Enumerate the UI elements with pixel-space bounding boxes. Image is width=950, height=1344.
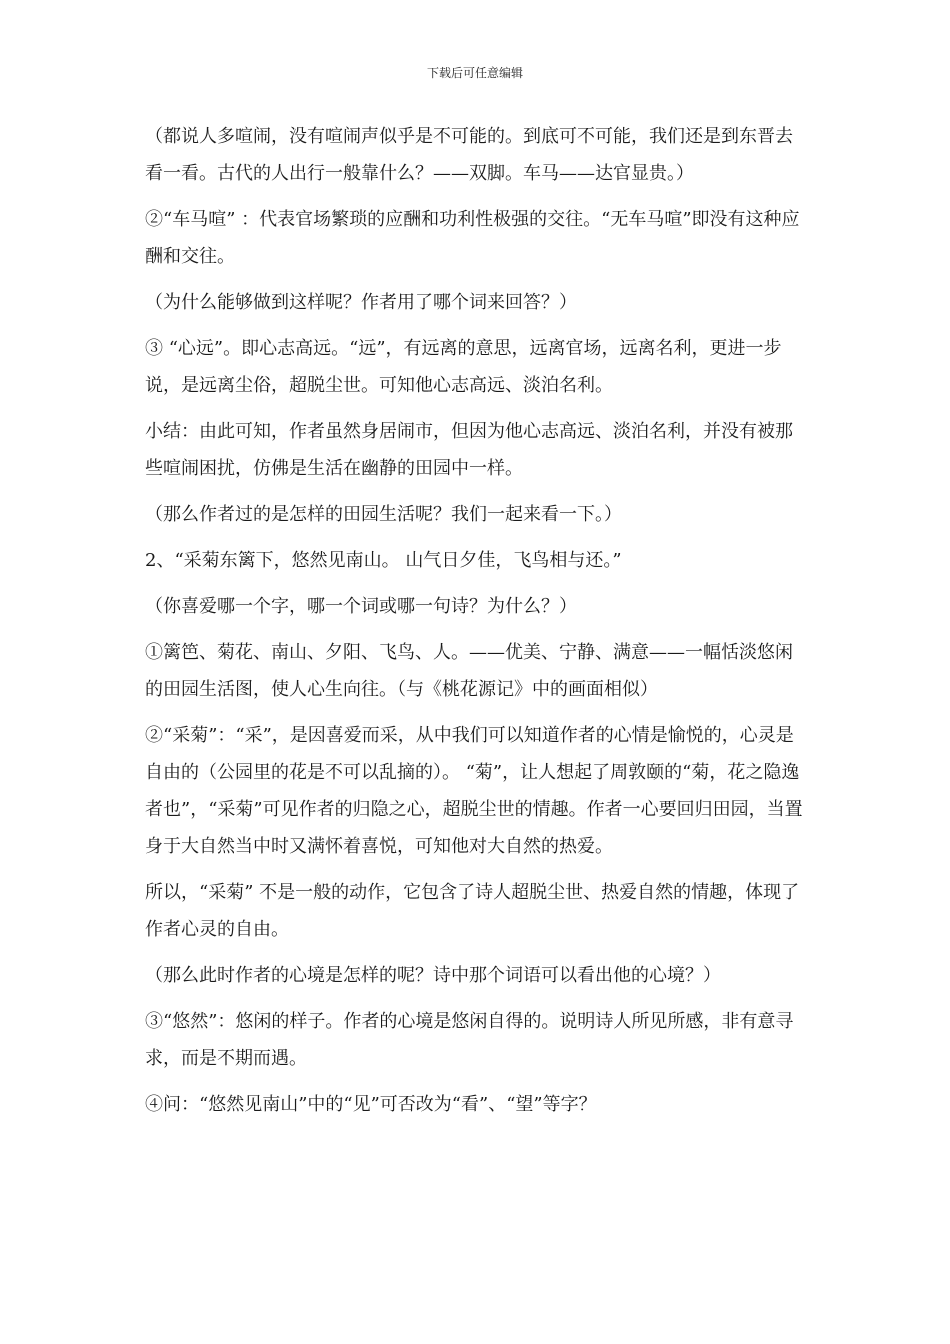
paragraph-8: （你喜爱哪一个字，哪一个词或哪一句诗？为什么？）	[145, 596, 577, 617]
paragraph-6: （那么作者过的是怎样的田园生活呢？我们一起来看一下。）	[145, 504, 622, 525]
paragraph-9: ①篱笆、菊花、南山、夕阳、飞鸟、人。——优美、宁静、满意——一幅恬淡悠闲的田园生活图，使人心生向往。（与《桃花源记》中的画面相似）	[145, 642, 793, 700]
page-header: 下载后可任意编辑	[426, 66, 523, 80]
paragraph-14: ④问：“悠然见南山”中的“见”可否改为“看”、“望”等字？	[145, 1094, 597, 1115]
document-body	[145, 118, 810, 1132]
paragraph-2: ②“车马喧” ：代表官场繁琐的应酬和功利性极强的交往。“无车马喧”即没有这种应酬和交往。	[145, 209, 800, 267]
paragraph-7: 2、“采菊东篱下，悠然见南山。 山气日夕佳，飞鸟相与还。”	[145, 550, 622, 571]
paragraph-12: （那么此时作者的心境是怎样的呢？诗中那个词语可以看出他的心境？）	[145, 965, 721, 986]
paragraph-10: ②“采菊”：“采”，是因喜爱而采，从中我们可以知道作者的心情是愉悦的，心灵是自由的（公园里的花是不可以乱摘的）。 “菊”，让人想起了周敦颐的“菊，花之隐逸者也”，“采菊”可见作者的归隐之心，超脱尘世的情趣。作者一心要回归田园，当置身于大自然当中时又满怀着喜悦，可知他对大自然的热爱。	[145, 725, 803, 857]
paragraph-5: 小结：由此可知，作者虽然身居闹市，但因为他心志高远、淡泊名利，并没有被那些喧闹困扰，仿佛是生活在幽静的田园中一样。	[145, 421, 793, 479]
paragraph-13: ③“悠然”：悠闲的样子。作者的心境是悠闲自得的。说明诗人所见所感，非有意寻求，而是不期而遇。	[145, 1011, 794, 1069]
paragraph-1: （都说人多喧闹，没有喧闹声似乎是不可能的。到底可不可能，我们还是到东晋去看一看。古代的人出行一般靠什么？——双脚。车马——达官显贵。）	[145, 126, 793, 184]
paragraph-11: 所以，“采菊” 不是一般的动作，它包含了诗人超脱尘世、热爱自然的情趣，体现了作者心灵的自由。	[145, 882, 800, 940]
paragraph-3: （为什么能够做到这样呢？作者用了哪个词来回答？）	[145, 292, 577, 313]
paragraph-4: ③ “心远”。即心志高远。“远”，有远离的意思，远离官场，远离名利，更进一步说，是远离尘俗，超脱尘世。可知他心志高远、淡泊名利。	[145, 338, 782, 396]
